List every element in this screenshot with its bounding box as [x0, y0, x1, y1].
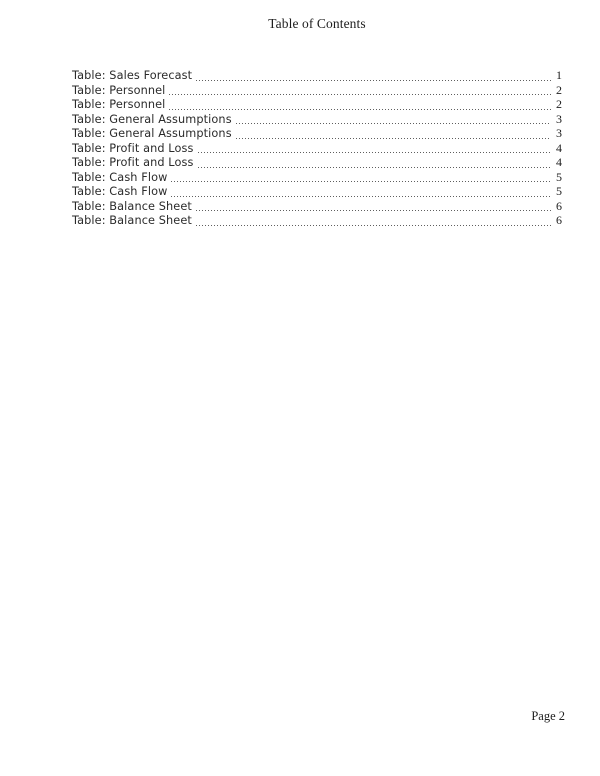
- toc-entry-label: Table: General Assumptions: [72, 112, 232, 126]
- toc-entry[interactable]: [72, 141, 562, 156]
- dot-leader: [165, 83, 554, 98]
- toc-entry[interactable]: [72, 155, 562, 170]
- dot-leader: [192, 68, 554, 83]
- table-of-contents: [72, 68, 562, 228]
- page-footer: Page 2: [531, 709, 565, 723]
- toc-entry-label: Table: Cash Flow: [72, 170, 168, 184]
- toc-entry-page-number: 3: [556, 111, 562, 126]
- toc-entry-page-number: 3: [556, 126, 562, 140]
- toc-entry-page-number: 4: [556, 140, 562, 155]
- dot-leader: [194, 141, 555, 156]
- dot-leader: [192, 199, 554, 214]
- toc-entry-label: Table: Cash Flow: [72, 185, 168, 198]
- toc-entry[interactable]: [72, 83, 562, 98]
- toc-entry[interactable]: [72, 213, 562, 228]
- toc-entry[interactable]: [72, 126, 562, 141]
- toc-entry-page-number: 6: [556, 213, 562, 227]
- dot-leader: [167, 184, 554, 199]
- dot-leader: [165, 97, 554, 112]
- dot-leader: [194, 155, 555, 170]
- dot-leader: [232, 126, 554, 141]
- toc-entry-page-number: 2: [556, 82, 562, 97]
- toc-entry-page-number: 5: [556, 184, 562, 198]
- toc-entry-label: Table: Sales Forecast: [72, 69, 193, 82]
- toc-entry[interactable]: [72, 170, 562, 185]
- page-title: Table of Contents: [268, 16, 366, 31]
- toc-entry-page-number: 6: [556, 198, 562, 213]
- toc-entry-label: Table: General Assumptions: [72, 127, 232, 140]
- toc-entry-label: Table: Balance Sheet: [72, 214, 192, 227]
- toc-entry-label: Table: Personnel: [72, 98, 166, 111]
- toc-entry-page-number: 4: [556, 155, 562, 169]
- dot-leader: [192, 213, 554, 228]
- toc-entry-page-number: 5: [556, 169, 562, 184]
- toc-entry[interactable]: [72, 112, 562, 127]
- toc-entry[interactable]: [72, 184, 562, 199]
- toc-entry-label: Table: Profit and Loss: [72, 141, 194, 155]
- toc-entry-label: Table: Balance Sheet: [72, 199, 192, 213]
- toc-entry[interactable]: [72, 199, 562, 214]
- toc-entry-label: Table: Personnel: [72, 83, 166, 97]
- toc-entry[interactable]: [72, 97, 562, 112]
- toc-entry-page-number: 2: [556, 97, 562, 111]
- dot-leader: [232, 112, 554, 127]
- toc-entry-label: Table: Profit and Loss: [72, 156, 194, 169]
- toc-entry[interactable]: [72, 68, 562, 83]
- dot-leader: [167, 170, 554, 185]
- toc-entry-page-number: 1: [556, 68, 562, 82]
